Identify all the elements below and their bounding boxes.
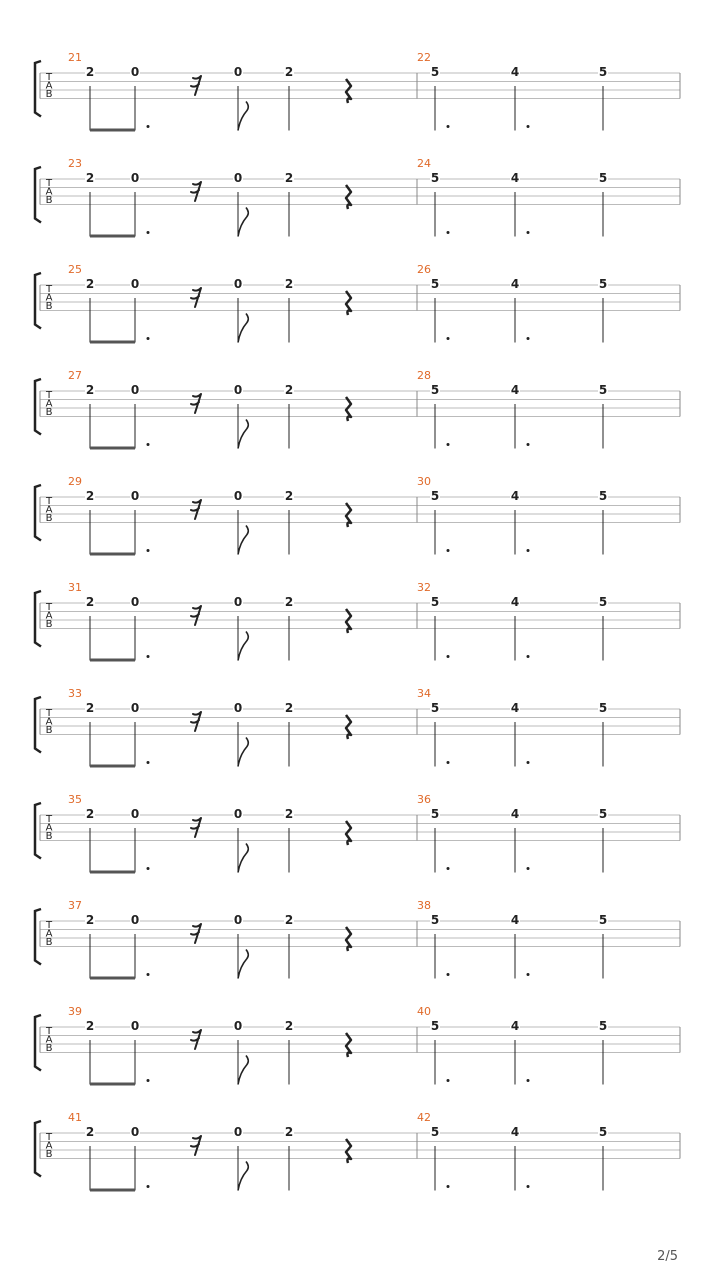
note-beam <box>90 341 135 344</box>
sixteenth-rest <box>191 818 201 837</box>
duration-dot <box>447 1185 450 1188</box>
duration-dot <box>147 443 150 446</box>
sixteenth-rest <box>191 712 201 731</box>
fret-number: 2 <box>85 807 95 821</box>
eighth-flag <box>238 738 248 767</box>
measure-number: 37 <box>68 899 82 912</box>
fret-number: 5 <box>430 65 440 79</box>
sixteenth-rest <box>191 606 201 625</box>
tab-clef-letter: B <box>45 937 53 948</box>
fret-number: 0 <box>130 489 140 503</box>
tab-clef-letter: B <box>45 407 53 418</box>
fret-number: 5 <box>598 595 608 609</box>
duration-dot <box>147 1079 150 1082</box>
fret-number: 4 <box>510 65 520 79</box>
duration-dot <box>447 549 450 552</box>
fret-number: 5 <box>430 489 440 503</box>
fret-number: 0 <box>233 65 243 79</box>
quarter-rest <box>346 609 351 633</box>
fret-number: 4 <box>510 277 520 291</box>
duration-dot <box>527 443 530 446</box>
duration-dot <box>527 867 530 870</box>
fret-number: 2 <box>85 383 95 397</box>
tab-system <box>35 899 680 980</box>
measure-number: 39 <box>68 1005 82 1018</box>
quarter-rest <box>346 715 351 739</box>
duration-dot <box>527 655 530 658</box>
duration-dot <box>447 761 450 764</box>
eighth-flag <box>238 526 248 555</box>
fret-number: 2 <box>85 65 95 79</box>
tab-clef-letter: T <box>45 708 53 719</box>
fret-number: 2 <box>284 595 294 609</box>
fret-number: 2 <box>284 65 294 79</box>
duration-dot <box>147 125 150 128</box>
fret-number: 5 <box>430 277 440 291</box>
fret-number: 5 <box>430 383 440 397</box>
duration-dot <box>147 973 150 976</box>
fret-number: 2 <box>284 701 294 715</box>
fret-number: 2 <box>85 277 95 291</box>
tab-system <box>35 51 680 132</box>
tab-system <box>35 157 680 238</box>
fret-number: 5 <box>430 1125 440 1139</box>
sixteenth-rest <box>191 924 201 943</box>
fret-number: 5 <box>598 913 608 927</box>
tab-system <box>35 263 680 344</box>
fret-number: 2 <box>85 701 95 715</box>
tab-system <box>35 581 680 662</box>
fret-number: 2 <box>85 1125 95 1139</box>
fret-number: 5 <box>430 171 440 185</box>
sixteenth-rest <box>191 182 201 201</box>
sixteenth-rest <box>191 76 201 95</box>
fret-number: 2 <box>85 595 95 609</box>
eighth-flag <box>238 420 248 449</box>
note-beam <box>90 871 135 874</box>
fret-number: 5 <box>598 701 608 715</box>
note-beam <box>90 553 135 556</box>
measure-number: 28 <box>417 369 431 382</box>
tab-clef-letter: T <box>45 814 53 825</box>
tab-clef-letter: T <box>45 1026 53 1037</box>
duration-dot <box>147 1185 150 1188</box>
fret-number: 5 <box>430 595 440 609</box>
fret-number: 5 <box>598 277 608 291</box>
tab-clef-letter: A <box>45 928 53 940</box>
note-beam <box>90 235 135 238</box>
note-beam <box>90 977 135 980</box>
tab-clef-letter: B <box>45 619 53 630</box>
duration-dot <box>447 125 450 128</box>
tab-clef-letter: A <box>45 1034 53 1046</box>
tab-clef-letter: A <box>45 292 53 304</box>
duration-dot <box>447 655 450 658</box>
fret-number: 5 <box>598 1019 608 1033</box>
note-beam <box>90 1189 135 1192</box>
fret-number: 5 <box>598 65 608 79</box>
measure-number: 38 <box>417 899 431 912</box>
tab-clef-letter: A <box>45 610 53 622</box>
tab-clef-letter: T <box>45 390 53 401</box>
fret-number: 0 <box>130 1125 140 1139</box>
duration-dot <box>527 1079 530 1082</box>
measure-number: 42 <box>417 1111 431 1124</box>
tab-system <box>35 475 680 556</box>
quarter-rest <box>346 185 351 209</box>
duration-dot <box>447 337 450 340</box>
eighth-flag <box>238 1056 248 1085</box>
tab-clef-letter: B <box>45 513 53 524</box>
fret-number: 4 <box>510 1125 520 1139</box>
quarter-rest <box>346 821 351 845</box>
duration-dot <box>527 1185 530 1188</box>
fret-number: 2 <box>284 807 294 821</box>
fret-number: 0 <box>130 65 140 79</box>
duration-dot <box>447 443 450 446</box>
fret-number: 0 <box>233 277 243 291</box>
quarter-rest <box>346 1139 351 1163</box>
measure-number: 26 <box>417 263 431 276</box>
measure-number: 22 <box>417 51 431 64</box>
eighth-flag <box>238 314 248 343</box>
tab-clef-letter: T <box>45 178 53 189</box>
tab-clef-letter: A <box>45 1140 53 1152</box>
measure-number: 29 <box>68 475 82 488</box>
duration-dot <box>527 337 530 340</box>
fret-number: 5 <box>598 171 608 185</box>
fret-number: 5 <box>598 1125 608 1139</box>
measure-number: 41 <box>68 1111 82 1124</box>
measure-number: 24 <box>417 157 431 170</box>
measure-number: 21 <box>68 51 82 64</box>
quarter-rest <box>346 927 351 951</box>
sixteenth-rest <box>191 288 201 307</box>
eighth-flag <box>238 632 248 661</box>
eighth-flag <box>238 208 248 237</box>
fret-number: 5 <box>430 913 440 927</box>
fret-number: 4 <box>510 1019 520 1033</box>
fret-number: 0 <box>130 595 140 609</box>
note-beam <box>90 659 135 662</box>
duration-dot <box>147 761 150 764</box>
fret-number: 0 <box>233 701 243 715</box>
measure-number: 33 <box>68 687 82 700</box>
measure-number: 32 <box>417 581 431 594</box>
tab-clef-letter: T <box>45 72 53 83</box>
measure-number: 23 <box>68 157 82 170</box>
fret-number: 0 <box>233 383 243 397</box>
measure-number: 25 <box>68 263 82 276</box>
fret-number: 2 <box>284 1019 294 1033</box>
fret-number: 5 <box>430 807 440 821</box>
fret-number: 4 <box>510 489 520 503</box>
fret-number: 2 <box>284 489 294 503</box>
tab-system <box>35 793 680 874</box>
tab-clef-letter: B <box>45 831 53 842</box>
duration-dot <box>447 867 450 870</box>
tab-clef-letter: A <box>45 398 53 410</box>
fret-number: 0 <box>130 807 140 821</box>
measure-number: 35 <box>68 793 82 806</box>
fret-number: 2 <box>284 383 294 397</box>
duration-dot <box>527 761 530 764</box>
duration-dot <box>447 973 450 976</box>
quarter-rest <box>346 503 351 527</box>
tab-clef-letter: A <box>45 822 53 834</box>
note-beam <box>90 1083 135 1086</box>
sixteenth-rest <box>191 500 201 519</box>
fret-number: 5 <box>598 489 608 503</box>
fret-number: 2 <box>284 1125 294 1139</box>
duration-dot <box>527 549 530 552</box>
fret-number: 0 <box>130 913 140 927</box>
duration-dot <box>147 867 150 870</box>
tab-clef-letter: B <box>45 1149 53 1160</box>
fret-number: 0 <box>130 1019 140 1033</box>
fret-number: 2 <box>284 171 294 185</box>
sixteenth-rest <box>191 1030 201 1049</box>
fret-number: 5 <box>430 701 440 715</box>
fret-number: 0 <box>130 383 140 397</box>
tab-clef-letter: B <box>45 89 53 100</box>
note-beam <box>90 447 135 450</box>
measure-number: 31 <box>68 581 82 594</box>
duration-dot <box>527 973 530 976</box>
tab-clef-letter: A <box>45 716 53 728</box>
fret-number: 4 <box>510 701 520 715</box>
measure-number: 30 <box>417 475 431 488</box>
note-beam <box>90 129 135 132</box>
sixteenth-rest <box>191 394 201 413</box>
fret-number: 5 <box>430 1019 440 1033</box>
sixteenth-rest <box>191 1136 201 1155</box>
eighth-flag <box>238 844 248 873</box>
tab-system <box>35 1005 680 1086</box>
tab-system <box>35 1111 680 1192</box>
fret-number: 2 <box>85 171 95 185</box>
fret-number: 0 <box>233 1019 243 1033</box>
tab-clef-letter: B <box>45 195 53 206</box>
fret-number: 0 <box>233 1125 243 1139</box>
tab-clef-letter: B <box>45 301 53 312</box>
duration-dot <box>147 337 150 340</box>
tab-clef-letter: T <box>45 284 53 295</box>
duration-dot <box>527 231 530 234</box>
fret-number: 4 <box>510 913 520 927</box>
tab-clef-letter: T <box>45 1132 53 1143</box>
tab-clef-letter: A <box>45 186 53 198</box>
duration-dot <box>147 231 150 234</box>
duration-dot <box>147 549 150 552</box>
fret-number: 4 <box>510 595 520 609</box>
fret-number: 0 <box>233 171 243 185</box>
tab-clef-letter: A <box>45 80 53 92</box>
measure-number: 40 <box>417 1005 431 1018</box>
fret-number: 0 <box>233 595 243 609</box>
measure-number: 27 <box>68 369 82 382</box>
quarter-rest <box>346 1033 351 1057</box>
tab-clef-letter: T <box>45 496 53 507</box>
tab-clef-letter: T <box>45 920 53 931</box>
fret-number: 0 <box>130 701 140 715</box>
page-number: 2/5 <box>657 1249 678 1264</box>
fret-number: 5 <box>598 383 608 397</box>
measure-number: 36 <box>417 793 431 806</box>
duration-dot <box>147 655 150 658</box>
fret-number: 0 <box>233 489 243 503</box>
fret-number: 0 <box>233 913 243 927</box>
duration-dot <box>447 1079 450 1082</box>
tab-system <box>35 369 680 450</box>
fret-number: 0 <box>130 277 140 291</box>
fret-number: 4 <box>510 383 520 397</box>
measure-number: 34 <box>417 687 431 700</box>
note-beam <box>90 765 135 768</box>
tab-clef-letter: A <box>45 504 53 516</box>
quarter-rest <box>346 79 351 103</box>
duration-dot <box>527 125 530 128</box>
quarter-rest <box>346 291 351 315</box>
fret-number: 4 <box>510 171 520 185</box>
fret-number: 2 <box>85 489 95 503</box>
fret-number: 2 <box>284 277 294 291</box>
fret-number: 0 <box>233 807 243 821</box>
tab-clef-letter: B <box>45 725 53 736</box>
eighth-flag <box>238 950 248 979</box>
quarter-rest <box>346 397 351 421</box>
fret-number: 2 <box>284 913 294 927</box>
eighth-flag <box>238 1162 248 1191</box>
eighth-flag <box>238 102 248 131</box>
fret-number: 4 <box>510 807 520 821</box>
duration-dot <box>447 231 450 234</box>
tab-system <box>35 687 680 768</box>
fret-number: 2 <box>85 913 95 927</box>
fret-number: 2 <box>85 1019 95 1033</box>
tab-clef-letter: T <box>45 602 53 613</box>
tab-clef-letter: B <box>45 1043 53 1054</box>
fret-number: 0 <box>130 171 140 185</box>
fret-number: 5 <box>598 807 608 821</box>
